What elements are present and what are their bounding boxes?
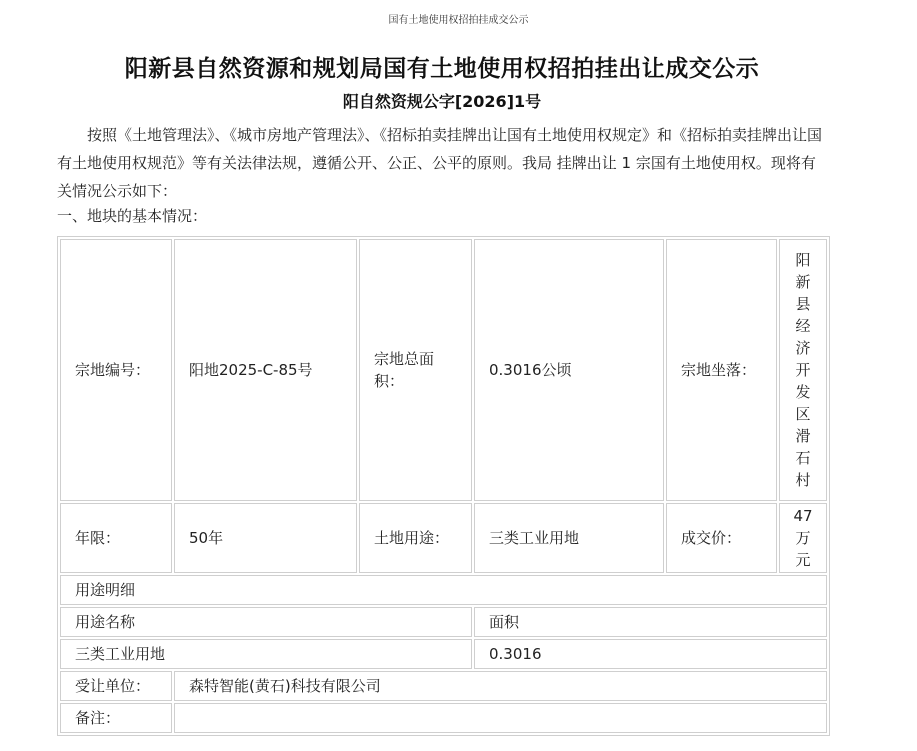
announcement-title: 阳新县自然资源和规划局国有土地使用权招拍挂出让成交公示: [124, 56, 760, 82]
location-char: 区: [795, 405, 811, 423]
grantee-value: 森特智能(黄石)科技有限公司: [174, 671, 827, 701]
location-char: 县: [795, 295, 811, 313]
table-row: [60, 503, 827, 573]
land-use-value: 三类工业用地: [474, 503, 664, 573]
remarks-value: [174, 703, 827, 733]
section-heading: 一、地块的基本情况：: [57, 207, 208, 225]
location-char: 发: [795, 383, 811, 401]
table-row: [60, 671, 827, 701]
table-row: [60, 639, 827, 669]
location-char-stack: [788, 249, 818, 491]
price-char: 万: [795, 529, 811, 547]
location-char: 济: [795, 339, 811, 357]
price-char-stack: [788, 505, 818, 571]
usage-name-value: 三类工业用地: [60, 639, 472, 669]
location-char: 阳: [795, 251, 811, 269]
table-row: [60, 703, 827, 733]
price-char: 元: [795, 551, 811, 569]
table-row: [60, 239, 827, 501]
document-number: 阳自然资规公字[2026]1号: [342, 92, 542, 111]
location-char: 经: [795, 317, 811, 335]
price-char: 47: [793, 507, 813, 525]
usage-name-header: 用途名称: [60, 607, 472, 637]
location-char: 石: [795, 449, 811, 467]
location-char: 开: [795, 361, 811, 379]
location-char: 村: [795, 471, 811, 489]
usage-area-value: 0.3016: [474, 639, 827, 669]
location-char: 滑: [795, 427, 811, 445]
intro-paragraph: 按照《土地管理法》、《城市房地产管理法》、《招标拍卖挂牌出让国有土地使用权规定》和《招标拍卖挂牌出让国有土地使用权规范》等有关法律法规，遵循公开、公正、公平的原则。我局 挂牌出让 1 宗国有土地使用权。现将有关情况公示如下：: [57, 126, 823, 200]
parcel-no-label: 宗地编号：: [60, 239, 172, 501]
parcel-no-value: 阳地2025-C-85号: [174, 239, 357, 501]
term-value: 50年: [174, 503, 357, 573]
price-label: 成交价：: [666, 503, 777, 573]
remarks-label: 备注：: [60, 703, 172, 733]
land-use-label: 土地用途：: [359, 503, 472, 573]
total-area-value: 0.3016公顷: [474, 239, 664, 501]
location-char: 新: [795, 273, 811, 291]
price-value: [779, 503, 827, 573]
total-area-label: 宗地总面积：: [359, 239, 472, 501]
term-label: 年限：: [60, 503, 172, 573]
area-header: 面积: [474, 607, 827, 637]
page-header-title: 国有土地使用权招拍挂成交公示: [388, 15, 529, 26]
land-info-table: [57, 236, 830, 736]
usage-detail-label: 用途明细: [60, 575, 827, 605]
table-row: [60, 607, 827, 637]
grantee-label: 受让单位：: [60, 671, 172, 701]
location-label: 宗地坐落：: [666, 239, 777, 501]
table-row: [60, 575, 827, 605]
location-value: [779, 239, 827, 501]
